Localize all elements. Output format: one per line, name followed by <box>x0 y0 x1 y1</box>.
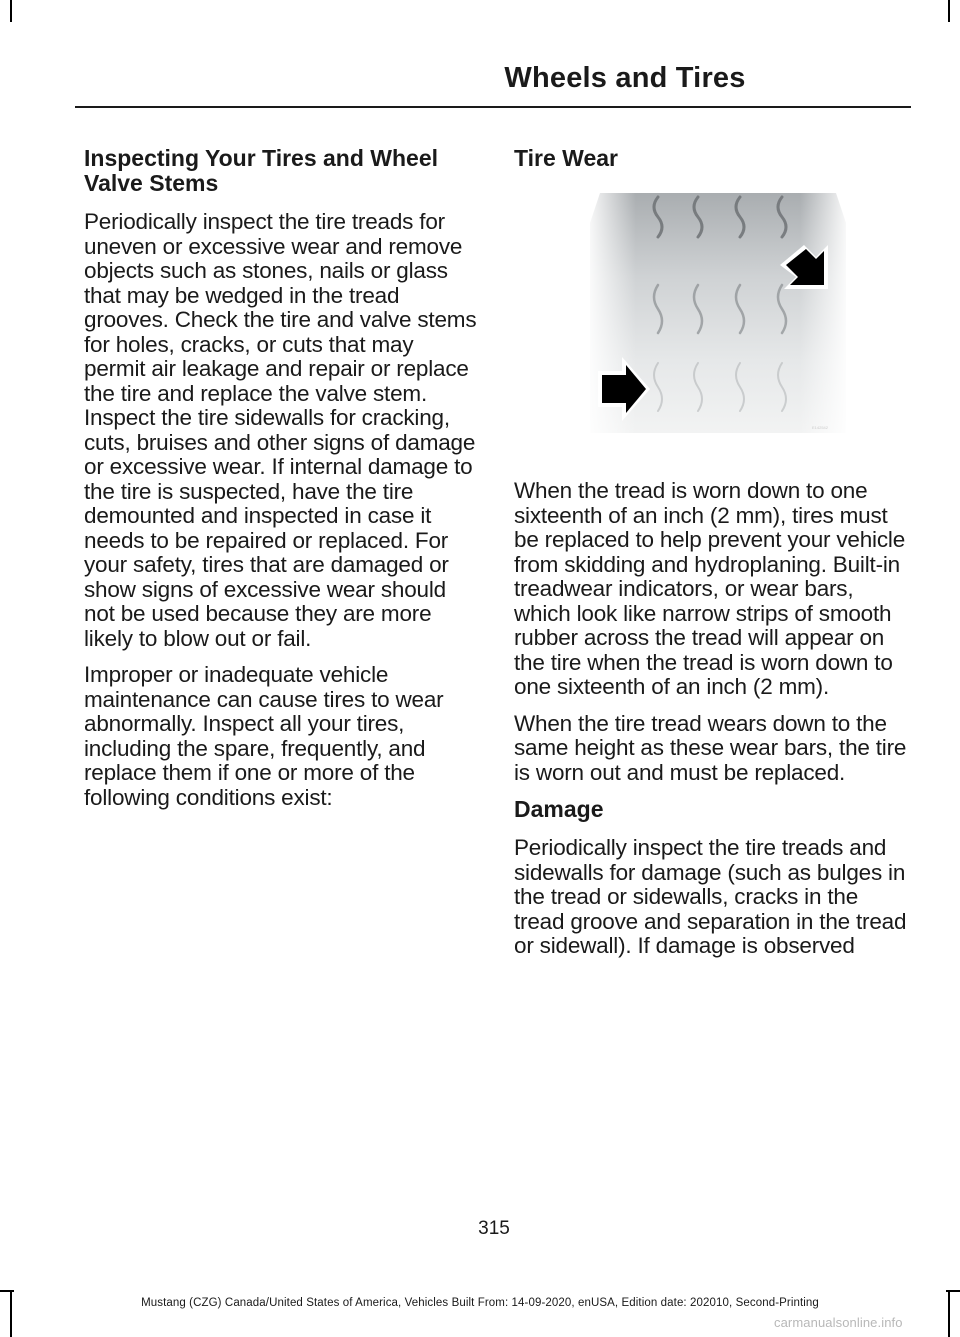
paragraph: Periodically inspect the tire treads and sidewalls for damage (such as bulges in the tread or sidewalls, cracks in the tread groove and separation in the tread or sidewall). If damage is observed <box>514 835 907 958</box>
section-heading-damage: Damage <box>514 796 604 822</box>
crop-mark-bottom-left <box>0 1290 14 1292</box>
header-divider <box>75 106 911 108</box>
tire-tread-illustration <box>590 193 846 437</box>
section-heading-inspecting: Inspecting Your Tires and Wheel Valve Stems <box>84 145 439 196</box>
paragraph: When the tread is worn down to one sixteenth of an inch (2 mm), tires must be replaced to help prevent your vehicle from skidding and hydroplaning. Built-in treadwear indicators, or wear bars, which look like narrow strips of smooth rubber across the tread will appear on the tire when the tread is worn down to one sixteenth of an inch (2 mm). <box>514 478 906 699</box>
tire-tread-image <box>590 193 846 437</box>
section-heading-tire-wear: Tire Wear <box>514 145 618 171</box>
crop-mark-bottom-right <box>946 1290 960 1292</box>
paragraph: Improper or inadequate vehicle maintenance can cause tires to wear abnormally. Inspect all your tires, including the spare, frequently, and replace them if one or more of the following conditions exist: <box>84 662 444 810</box>
figure-code: E142542 <box>811 425 828 430</box>
paragraph: Periodically inspect the tire treads for uneven or excessive wear and remove objects such as stones, nails or glass that may be wedged in the tread grooves. Check the tire and valve stems for holes, cracks, or cuts that may permit air leakage and repair or replace the tire and replace the valve stem. Inspect the tire sidewalls for cracking, cuts, bruises and other signs of damage or excessive wear. If internal damage to the tire is suspected, have the tire demounted and inspected in case it needs to be repaired or replaced. For your safety, tires that are damaged or show signs of excessive wear should not be used because they are more likely to blow out or fail. <box>84 209 477 651</box>
watermark: carmanualsonline.info <box>774 1315 903 1330</box>
page-header-title: Wheels and Tires <box>504 62 746 94</box>
page-number: 315 <box>478 1218 510 1239</box>
paragraph: When the tire tread wears down to the same height as these wear bars, the tire is worn out and must be replaced. <box>514 710 907 785</box>
crop-mark-top-right <box>948 0 950 22</box>
right-column <box>514 146 912 971</box>
crop-mark-top-left <box>10 0 12 22</box>
edition-footer: Mustang (CZG) Canada/United States of America, Vehicles Built From: 14-09-2020, enUSA, Edition date: 202010, Second-Printing <box>141 1297 819 1309</box>
left-column <box>84 146 479 822</box>
